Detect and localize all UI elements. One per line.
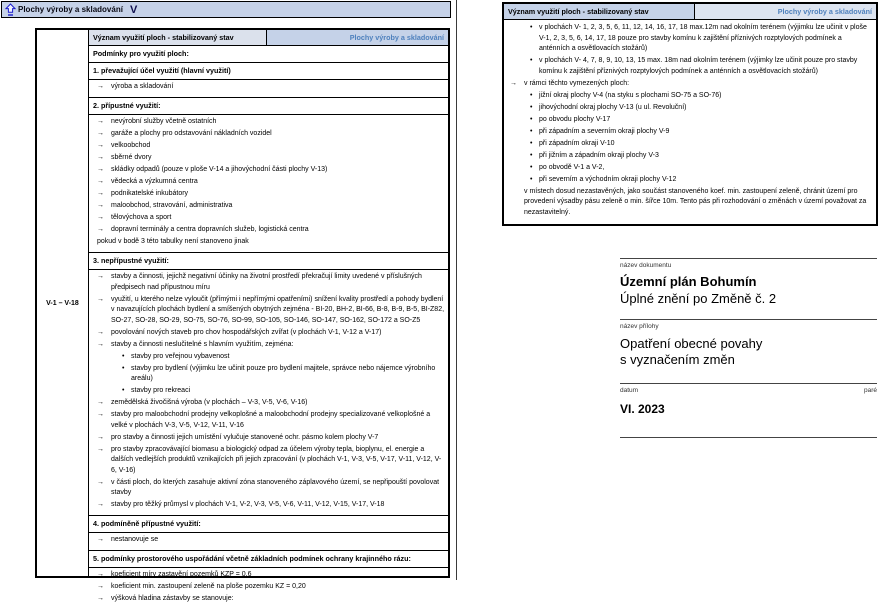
up-arrow-icon[interactable]: [5, 3, 16, 16]
list-item-text: koeficient min. zastoupení zeleně na ploše pozemku KZ = 0,20: [111, 583, 306, 590]
arrow-icon: →: [97, 202, 104, 209]
list-item-text: výroba a skladování: [111, 83, 174, 90]
date-pare-labels: [620, 384, 877, 394]
arrow-icon: →: [97, 166, 104, 173]
list-item: [506, 56, 872, 77]
attachment-title: [620, 336, 877, 368]
title-block-attachment-section: [620, 319, 877, 383]
list-item-text: nevýrobní služby včetně ostatních: [111, 118, 217, 125]
list-item-text: stavby pro maloobchodní prodejny velkoplošné a maloobchodní prodejny specializované velkoplošné a velké v plochách V-3, V-5, V-12, V-11, V-16: [111, 411, 431, 429]
arrow-icon: →: [97, 154, 104, 161]
arrow-icon: →: [97, 130, 104, 137]
list-item: [89, 535, 445, 546]
list-item-text: skládky odpadů (pouze v ploše V-14 a jihovýchodní části plochy V-13): [111, 166, 328, 173]
list-item: [506, 151, 872, 162]
arrow-icon: →: [97, 411, 104, 418]
arrow-icon: →: [97, 118, 104, 125]
bullet-icon: •: [122, 364, 125, 372]
arrow-icon: →: [97, 83, 104, 90]
list-item: [89, 272, 445, 293]
arrow-icon: →: [97, 501, 104, 508]
list-item-text: při jižním a západním okraji plochy V-3: [539, 151, 659, 159]
list-item-text: po obvodě V-1 a V-2,: [539, 163, 605, 171]
section-1-items: [89, 80, 448, 98]
title-block-date-section: [620, 383, 877, 437]
list-item: [89, 153, 445, 164]
list-item: [89, 398, 445, 409]
pare-label: paré: [863, 387, 877, 394]
bullet-icon: •: [530, 24, 533, 31]
list-item: [89, 410, 445, 431]
list-item: [89, 189, 445, 200]
arrow-icon: →: [97, 295, 104, 303]
date-value: VI. 2023: [620, 402, 665, 416]
list-item-text: po obvodu plochy V-17: [539, 115, 611, 123]
section-4-items: [89, 533, 448, 551]
section-title[interactable]: Plochy výroby a skladování: [18, 5, 123, 14]
arrow-icon: →: [97, 445, 104, 453]
arrow-icon: →: [97, 399, 104, 406]
arrow-icon: →: [97, 340, 104, 348]
bullet-icon: •: [530, 127, 533, 135]
section-5-title: 5. podmínky prostorového uspořádání včetně základních podmínek ochrany krajinného rázu:: [89, 551, 448, 568]
bullet-icon: •: [530, 151, 533, 159]
bullet-icon: •: [530, 91, 533, 99]
arrow-icon: →: [97, 178, 104, 185]
list-item: [506, 115, 872, 126]
arrow-icon: →: [97, 328, 104, 336]
section-header-bar[interactable]: [1, 1, 451, 18]
list-item: [89, 478, 445, 499]
list-item-text: v rámci těchto vymezených ploch:: [524, 79, 630, 87]
list-item: [506, 103, 872, 114]
list-item: [506, 79, 872, 90]
list-item: [89, 141, 445, 152]
list-item: [89, 129, 445, 140]
list-item-text: tělovýchova a sport: [111, 214, 172, 221]
section-3: [89, 253, 448, 516]
document-name-label: název dokumentu: [620, 262, 672, 269]
bullet-icon: •: [122, 387, 125, 394]
title-block-document-section: [620, 258, 877, 319]
rule-line: [620, 437, 877, 438]
bullet-icon: •: [530, 163, 533, 171]
right-conditions-table: [502, 2, 878, 226]
section-5: [89, 551, 448, 609]
list-item: [506, 175, 872, 186]
chevron-marker[interactable]: V: [129, 3, 138, 16]
list-item-text: velkoobchod: [111, 142, 151, 149]
bullet-icon: •: [530, 103, 533, 111]
section-5-items: [89, 568, 448, 609]
arrow-icon: →: [510, 79, 517, 87]
list-item-text: vědecká a výzkumná centra: [111, 178, 198, 185]
plot-range-cell: V-1 – V-18: [37, 30, 89, 576]
list-item: [89, 165, 445, 176]
arrow-icon: →: [97, 536, 104, 543]
list-item: [506, 163, 872, 174]
attachment-title-line2: s vyznačením změn: [620, 352, 735, 367]
list-item-text: stavby pro veřejnou vybavenost: [131, 352, 230, 360]
arrow-icon: →: [97, 571, 104, 578]
list-item-text: při severním a východním okraji plochy V-12: [539, 175, 677, 183]
list-item-text: jihovýchodní okraj plochy V-13 (u ul. Revoluční): [539, 103, 687, 111]
list-item: [89, 82, 445, 93]
list-item-text: stavby pro těžký průmysl v plochách V-1, V-2, V-3, V-5, V-6, V-11, V-12, V-15, V-17, V-18: [111, 501, 385, 508]
arrow-icon: →: [97, 433, 104, 441]
list-item: [89, 225, 445, 236]
list-item-text: v části ploch, do kterých zasahuje aktivní zóna stanoveného záplavového území, se nepřipouští povolovat stavby: [111, 478, 440, 496]
list-item-text: koeficient míry zastavění pozemků KZP = 0,6: [111, 571, 252, 578]
section-2-title: 2. přípustné využití:: [89, 98, 448, 115]
list-item: [89, 570, 445, 581]
arrow-icon: →: [97, 214, 104, 221]
list-item: [506, 187, 872, 219]
section-1: [89, 63, 448, 98]
list-item-text: stavby a činnosti, jejichž negativní účinky na životní prostředí překračují limity uvedené v příslušných předpisech nad přípustnou míru: [111, 273, 422, 291]
bullet-icon: •: [530, 139, 533, 147]
arrow-icon: →: [97, 190, 104, 197]
list-item: [89, 340, 445, 351]
section-4: [89, 516, 448, 551]
list-item: [89, 328, 445, 339]
attachment-title-line1: Opatření obecné povahy: [620, 336, 763, 351]
arrow-icon: →: [97, 142, 104, 149]
list-item: [89, 445, 445, 477]
table-header-left: Význam využití ploch - stabilizovaný stav: [504, 4, 694, 19]
document-title: Územní plán Bohumín: [620, 274, 757, 289]
list-item-text: v plochách V- 1, 2, 3, 5, 6, 11, 12, 14, 16, 17, 18 max.12m nad okolním terénem (výjimku lze učinit v ploše V-1, 2, 3, 5, 6, 14, 17, 18 pouze pro stavby komínu k zajištění příznivých rozptylových podmínek a anténních a osvětlovacích stožárů): [539, 24, 867, 52]
list-item-text: pro stavby zpracovávající biomasu a biologický odpad za účelem výroby tepla, bioplynu, el. energie a dalších vedlejších produktů vznikajících při jejich zpracování (v plochách V-1, V-3, V-5, V-17, V-11, V-12, V-6, V-16): [111, 445, 442, 474]
list-item-text: maloobchod, stravování, administrativa: [111, 202, 233, 209]
list-item: [89, 364, 445, 385]
attachment-name-label: název přílohy: [620, 323, 659, 330]
list-item-text: při západním a severním okraji plochy V-9: [539, 127, 670, 135]
list-item: [89, 500, 445, 511]
document-subtitle: Úplné znění po Změně č. 2: [620, 291, 777, 306]
table-header-left: Význam využití ploch - stabilizovaný stav: [89, 30, 266, 45]
section-1-title: 1. převažující účel využití (hlavní využití): [89, 63, 448, 80]
arrow-icon: →: [97, 478, 104, 486]
date-label: datum: [620, 387, 639, 394]
left-table-main: [89, 30, 448, 602]
list-item-text: pokud v bodě 3 této tabulky není stanoveno jinak: [97, 238, 249, 245]
list-item-text: při západním okraji V-10: [539, 139, 615, 147]
page-divider: [456, 0, 457, 580]
list-item: [89, 295, 445, 327]
section-4-title: 4. podmíněně přípustné využití:: [89, 516, 448, 533]
list-item-text: stavby pro bydlení (výjimku lze učinit pouze pro bydlení majitele, správce nebo nájemce výrobního areálu): [131, 364, 436, 382]
list-item-text: podnikatelské inkubátory: [111, 190, 189, 197]
list-item: [506, 23, 872, 55]
list-item-text: zemědělská živočišná výroba (v plochách – V-3, V-5, V-6, V-16): [111, 399, 308, 406]
list-item: [89, 352, 445, 363]
list-item: [89, 117, 445, 128]
arrow-icon: →: [97, 583, 104, 590]
list-item: [506, 139, 872, 150]
list-item-text: garáže a plochy pro odstavování nákladních vozidel: [111, 130, 272, 137]
arrow-icon: →: [97, 273, 104, 280]
list-item: [506, 127, 872, 138]
list-item-text: nestanovuje se: [111, 536, 159, 543]
list-item: [89, 177, 445, 188]
bullet-icon: •: [530, 175, 533, 183]
list-item: [89, 594, 445, 605]
list-item-text: stavby pro rekreaci: [131, 387, 191, 394]
list-item-text: v plochách V- 4, 7, 8, 9, 10, 13, 15 max. 18m nad okolním terénem (výjimky lze učinit pouze pro stavby komínu k zajištění příznivých rozptylových podmínek a anténních a osvětlovacích stožárů): [539, 57, 858, 75]
arrow-icon: →: [97, 226, 104, 233]
list-item: [89, 237, 445, 248]
list-item-text: dopravní terminály a centra dopravních služeb, logistická centra: [111, 226, 309, 233]
section-3-title: 3. nepřípustné využití:: [89, 253, 448, 270]
list-item: [89, 213, 445, 224]
section-2: [89, 98, 448, 253]
list-item-text: sběrné dvory: [111, 154, 152, 161]
list-item-text: povolování nových staveb pro chov hospodářských zvířat (v plochách V-1, V-12 a V-17): [111, 328, 382, 336]
list-item: [89, 433, 445, 444]
list-item-text: v místech dosud nezastavěných, jako součást stanoveného koef. min. zastoupení zeleně, chránit území pro provedení výsadby pásu zeleně o min. šířce 10m. Tento pás při rozhodování o změnách v území považovat za nezastavitelný.: [524, 187, 867, 216]
list-item-text: využití, u kterého nelze vyloučit (přímými i nepřímými opatřeními) snížení kvality prostředí a pohody bydlení v navazujících plochách bydlení a smíšených obytných zejména - BI-20, BH-2, BI-66, B-8, B-9, B-5, BI-Z82, SO-27, SO-28, SO-29, SO-75, SO-76, SO-99, SO-105, SO-146, SO-147, SO-162, SO-172 a SO-Z5: [111, 295, 445, 324]
list-item-text: výšková hladina zástavby se stanovuje:: [111, 595, 234, 602]
title-block: [620, 258, 877, 438]
table-header-row: [504, 4, 876, 20]
table-header-link[interactable]: Plochy výroby a skladování: [694, 4, 876, 19]
list-item-text: pro stavby a činnosti jejich umístění vylučuje stanovené ochr. pásmo kolem plochy V-7: [111, 433, 379, 441]
list-item: [506, 91, 872, 102]
list-item: [89, 386, 445, 397]
bullet-icon: •: [530, 115, 533, 123]
table-header-row: [89, 30, 448, 46]
section-3-items: [89, 270, 448, 516]
list-item-text: jižní okraj plochy V-4 (na styku s plochami SO-75 a SO-76): [539, 91, 722, 99]
bullet-icon: •: [122, 352, 125, 360]
table-header-link[interactable]: Plochy výroby a skladování: [266, 30, 448, 45]
bullet-icon: •: [530, 57, 533, 64]
list-item-text: stavby a činnosti neslučitelné s hlavním využitím, zejména:: [111, 340, 294, 348]
table-subheader: Podmínky pro využití ploch:: [89, 46, 448, 63]
left-conditions-table: [35, 28, 450, 602]
right-table-items: [504, 20, 876, 224]
list-item: [89, 582, 445, 593]
list-item: [89, 201, 445, 212]
arrow-icon: →: [97, 595, 104, 602]
section-2-items: [89, 115, 448, 253]
